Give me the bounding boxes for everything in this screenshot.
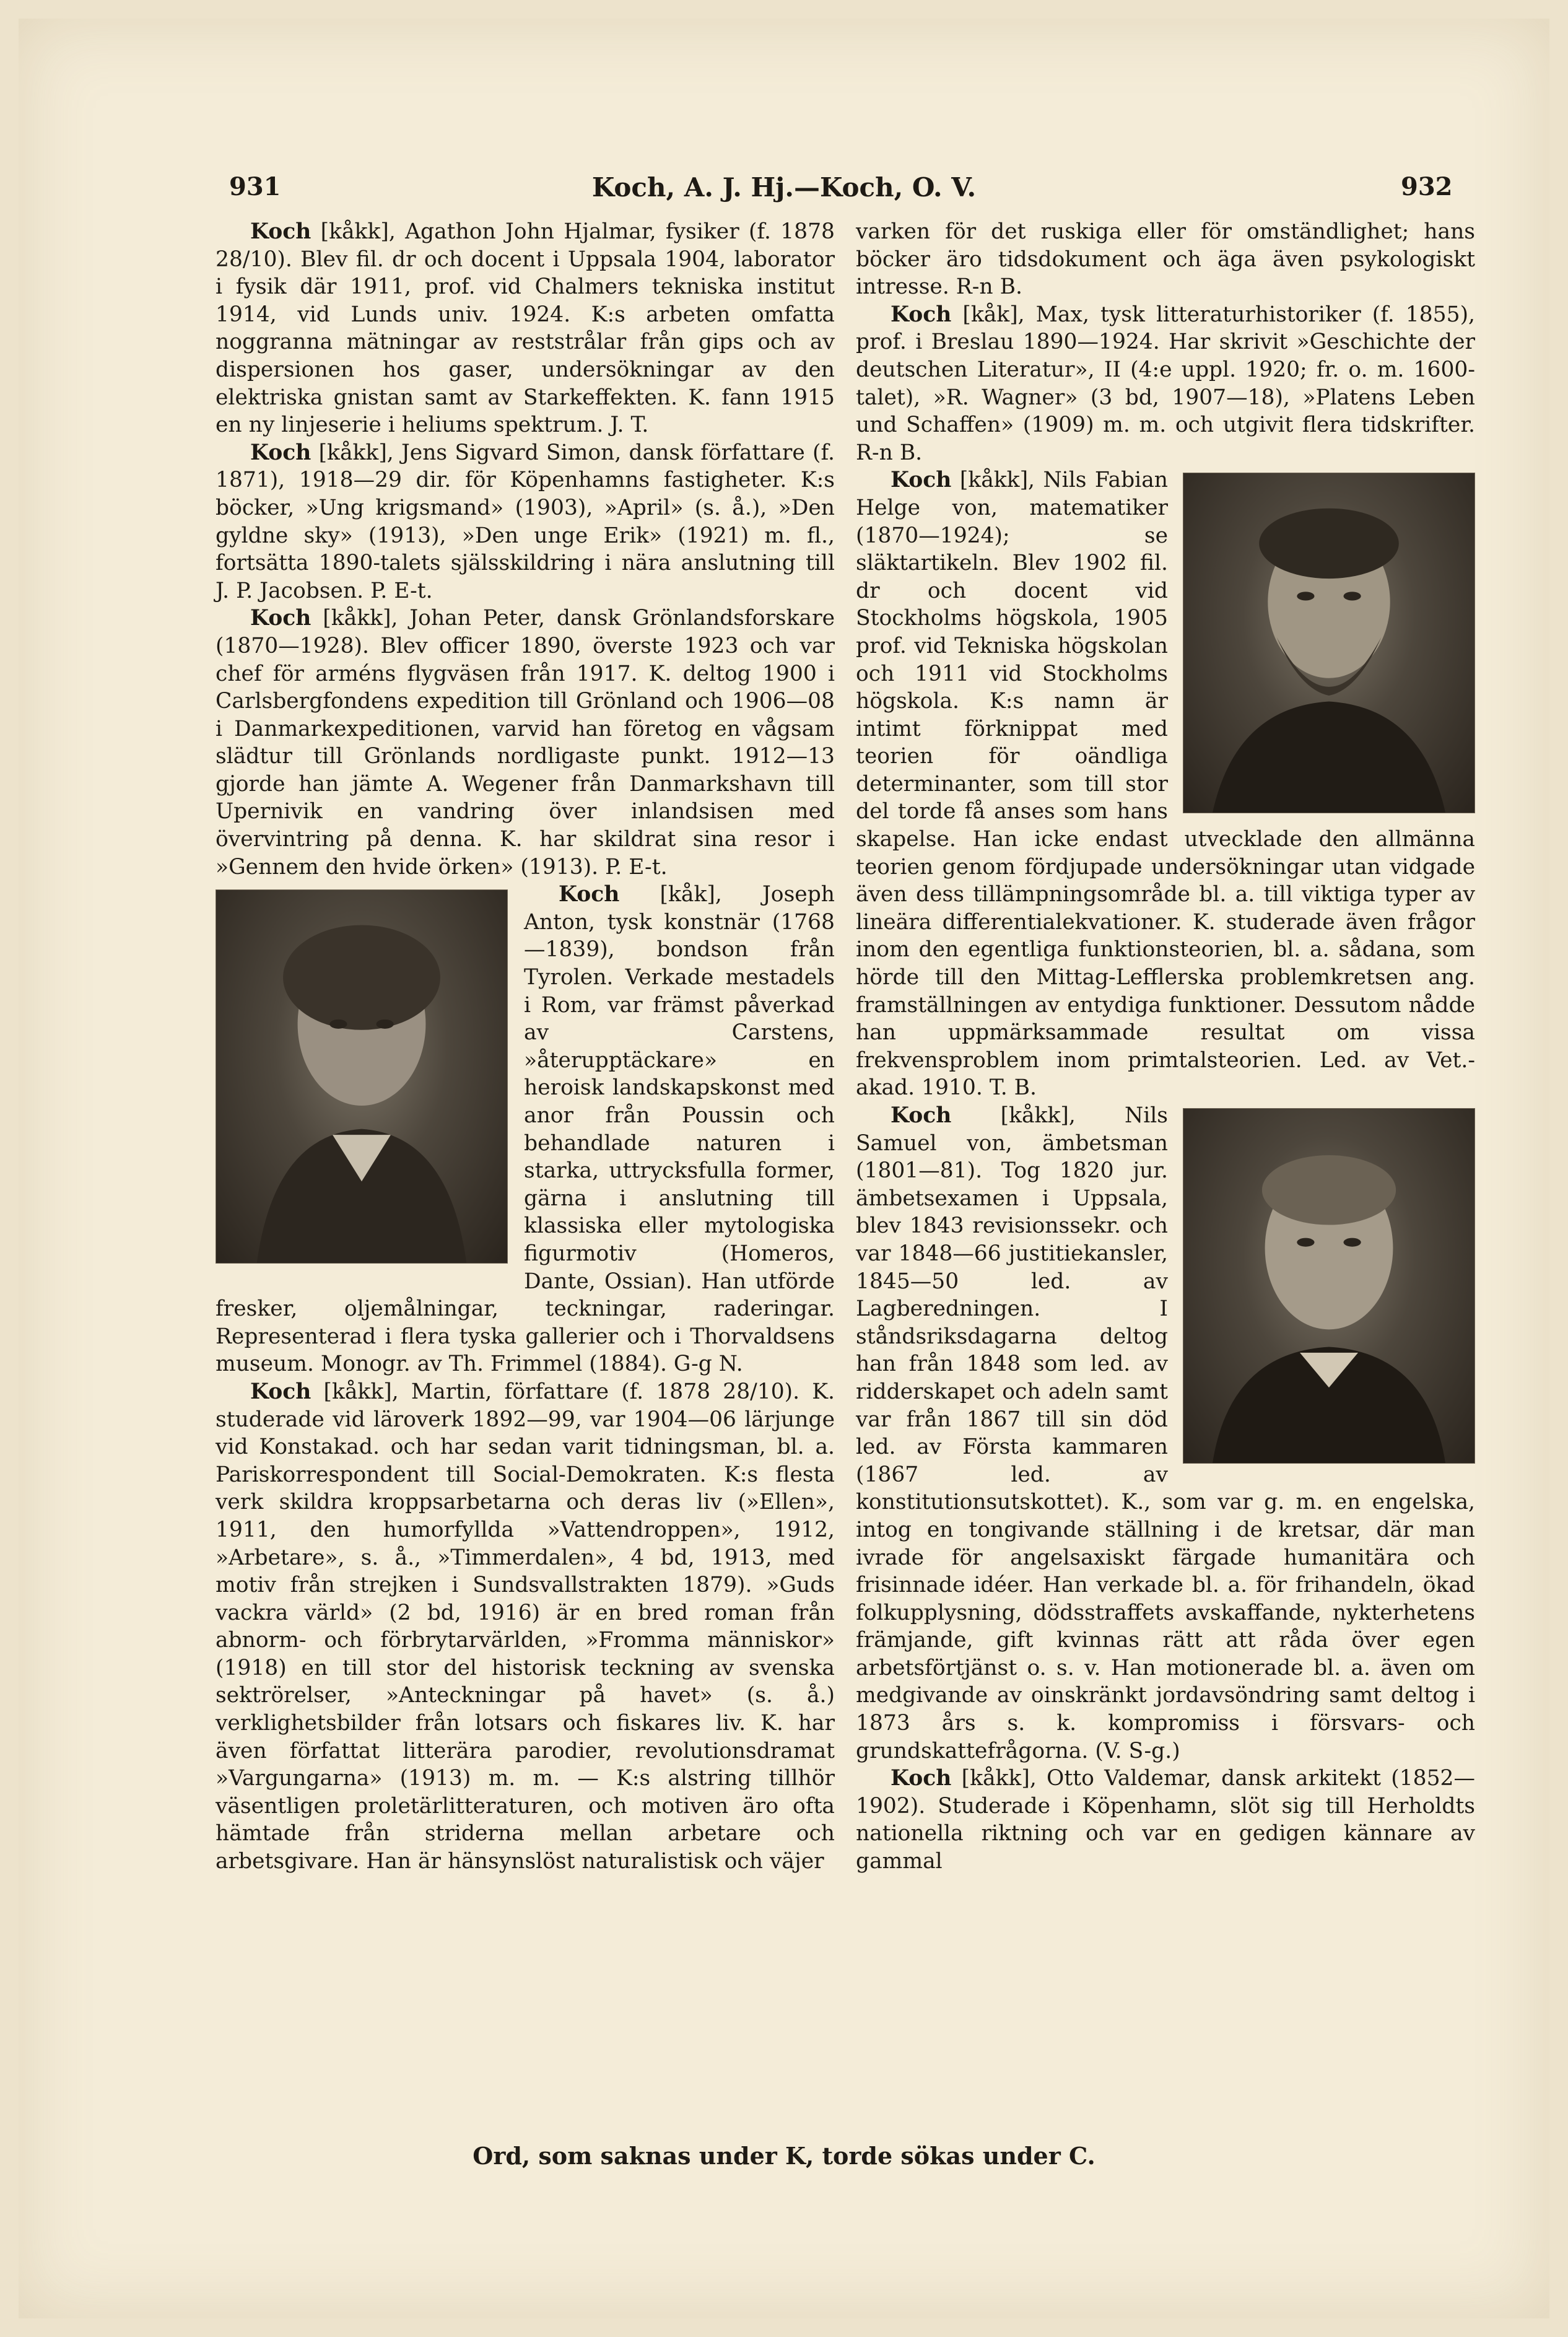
entry-koch-joseph-anton — [216, 881, 835, 1378]
page-number-left: 931 — [229, 172, 281, 201]
entry-headword: Koch — [559, 882, 620, 907]
entry-headword: Koch — [891, 302, 952, 327]
entry-koch-jens — [216, 439, 835, 605]
entry-koch-otto — [856, 1765, 1475, 1875]
entry-signature: (V. S-g.) — [1095, 1738, 1180, 1763]
entry-headword: Koch — [891, 1766, 952, 1791]
entry-headword: Koch — [891, 1103, 952, 1128]
entry-body: varken för det ruskiga eller för omständlighet; hans böcker äro tidsdokument och äga även psykologiskt intresse. — [856, 219, 1475, 300]
entry-signature: G-g N. — [673, 1352, 743, 1377]
entry-headword: Koch — [250, 1379, 311, 1404]
entry-body: [kåkk], Agathon John Hjalmar, fysiker (f. 1878 28/10). Blev fil. dr och docent i Uppsala 1904, laborator i fysik där 1911, prof. vid Chalmers tekniska institut 1914, vid Lunds univ. 1924. K:s arbeten omfatta noggranna mätningar av reststrålar från gips och av dispersionen hos gaser, undersökningar av den elektriska gnistan samt av Starkeffekten. K. fann 1915 en ny linjeserie i heliums spektrum. — [216, 219, 835, 438]
entry-signature: T. B. — [989, 1075, 1037, 1101]
entry-headword: Koch — [250, 219, 311, 244]
entry-body: [kåkk], Nils Samuel von, ämbetsman (1801—81). Tog 1820 jur. ämbetsexamen i Uppsala, blev 1843 revisionssekr. och var 1848—66 justitiekansler, 1845—50 led. av Lagberedningen. I ståndsriksdagarna deltog han från 1848 som led. av ridderskapet och adeln samt var från 1867 till sin död led. av Första kammaren (1867 led. av konstitutionsutskottet). K., som var g. m. en engelska, intog en tongivande ställning i de kretsar, där man ivrade för angelsaxiskt färgade humanitära och frisinnade idéer. Han verkade bl. a. för frihandeln, ökad folkupplysning, dödsstraffets avskaffande, nykterhetens främjande, gift kvinnas rätt att råda över egen arbetsförtjänst o. s. v. Han motionerade bl. a. även om medgivande av oinskränkt jordavsöndring samt deltog i 1873 års s. k. kompromiss i försvars- och grundskattefrågorna. — [856, 1103, 1475, 1763]
entry-koch-johan-peter — [216, 605, 835, 881]
entry-headword: Koch — [891, 468, 952, 493]
entry-signature: P. E-t. — [370, 578, 433, 603]
page-footer-note: Ord, som saknas under K, torde sökas under C. — [473, 2142, 1095, 2170]
entry-signature: J. T. — [610, 413, 649, 438]
entry-body: [kåkk], Martin, författare (f. 1878 28/10). K. studerade vid läroverk 1892—99, var 1904—06 lärjunge vid Konstakad. och har sedan varit tidningsman, bl. a. Pariskorrespondent till Social-Demokraten. K:s flesta verk skildra kroppsarbetarna och deras liv (»Ellen», 1911, den humorfyllda »Vattendroppen», 1912, »Arbetare», s. å., »Timmerdalen», 4 bd, 1913, med motiv från strejken i Sundsvallstrakten 1879). »Guds vackra värld» (2 bd, 1916) är en bred roman från abnorm- och förbrytarvärlden, »Fromma människor» (1918) en till stor del historisk teckning av svenska sektrörelser, »Anteckningar på havet» (s. å.) verklighetsbilder från lotsars och fiskares liv. K. har även författat litterära parodier, revolutionsdramat »Vargungarna» (1913) m. m. — K:s alstring tillhör väsentligen proletärlitteraturen, och motiven äro ofta hämtade från striderna mellan arbetare och arbetsgivare. Han är hänsynslöst naturalistisk och väjer — [216, 1379, 835, 1874]
entry-headword: Koch — [250, 440, 311, 465]
entry-body: [kåk], Max, tysk litteraturhistoriker (f. 1855), prof. i Breslau 1890—1924. Har skrivit »Geschichte der deutschen Literatur», II (4:e uppl. 1920; fr. o. m. 1600-talet), »R. Wagner» (3 bd, 1907—18), »Platens Leben und Schaffen» (1909) m. m. och utgivit flera tidskrifter. — [856, 302, 1476, 438]
left-column — [216, 218, 835, 1876]
portrait-image — [1183, 1108, 1475, 1464]
book-page — [19, 19, 1549, 2318]
entry-body: [kåkk], Nils Fabian Helge von, matematiker (1870—1924); se släktartikeln. Blev 1902 fil. dr och docent vid Stockholms högskola, 1905 prof. vid Tekniska högskolan och 1911 vid Stockholms högskola. K:s namn är intimt förknippat med teorien för oändliga determinanter, som till stor del torde få anses som hans skapelse. Han icke endast utvecklade den allmänna teorien genom fördjupade undersökningar utan vidgade även dess tillämpningsområde bl. a. till viktiga typer av lineära differentialekvationer. K. studerade även frågor inom den egentliga funktionsteorien, bl. a. sådana, som hörde till den Mittag-Lefflerska problemkretsen ang. framställningen av entydiga funktioner. Dessutom nådde han uppmärksammade resultat om vissa frekvensproblem inom primtalsteorien. Led. av Vet.-akad. 1910. — [856, 468, 1475, 1101]
entry-body: [kåk], Joseph Anton, tysk konstnär (1768—1839), bondson från Tyrolen. Verkade mestadels i Rom, var främst påverkad av Carstens, »återupptäckare» en heroisk landskapskonst med anor från Poussin och behandlade naturen i starka, uttrycksfulla former, gärna i anslutning till klassiska eller mytologiska figurmotiv (Homeros, Dante, Ossian). Han utförde fresker, oljemålningar, teckningar, raderingar. Representerad i flera tyska gallerier och i Thorvaldsens museum. Monogr. av Th. Frimmel (1884). — [216, 882, 835, 1377]
entry-signature: R-n B. — [956, 274, 1022, 300]
portrait-image — [216, 889, 508, 1264]
entry-koch-nils-samuel — [856, 1102, 1475, 1765]
entry-koch-max — [856, 301, 1475, 467]
entry-body: [kåkk], Otto Valdemar, dansk arkitekt (1852—1902). Studerade i Köpenhamn, slöt sig till Herholdts nationella riktning och var en gedigen kännare av gammal — [856, 1766, 1476, 1874]
running-header: Koch, A. J. Hj.—Koch, O. V. — [591, 172, 977, 203]
page-number-right: 932 — [1401, 172, 1453, 201]
entry-signature: P. E-t. — [605, 854, 668, 880]
right-column — [856, 218, 1475, 1876]
entry-body: [kåkk], Johan Peter, dansk Grönlandsforskare (1870—1928). Blev officer 1890, överste 1923 och var chef för arméns flygväsen från 1917. K. deltog 1900 i Carlsbergfondens expedition till Grönland och 1906—08 i Danmarkexpeditionen, varvid han företog en vågsam slädtur till Grönlands nordligaste punkt. 1912—13 gjorde han jämte A. Wegener från Danmarkshavn till Upernivik en vandring över inlandsisen med övervintring på denna. K. har skildrat sina resor i »Gennem den hvide örken» (1913). — [216, 606, 835, 880]
entry-body: [kåkk], Jens Sigvard Simon, dansk författare (f. 1871), 1918—29 dir. för Köpenhamns fastigheter. K:s böcker, »Ung krigsmand» (1903), »April» (s. å.), »Den gyldne sky» (1913), »Den unge Erik» (1921) m. fl., fortsätta 1890-talets själsskildring i nära anslutning till J. P. Jacobsen. — [216, 440, 835, 603]
entry-koch-agathon — [216, 218, 835, 439]
entry-koch-nils-fabian — [856, 466, 1475, 1102]
entry-headword: Koch — [250, 606, 311, 631]
entry-continuation — [856, 218, 1475, 301]
entry-signature: R-n B. — [856, 440, 923, 465]
portrait-image — [1183, 473, 1475, 813]
entry-koch-martin — [216, 1378, 835, 1876]
